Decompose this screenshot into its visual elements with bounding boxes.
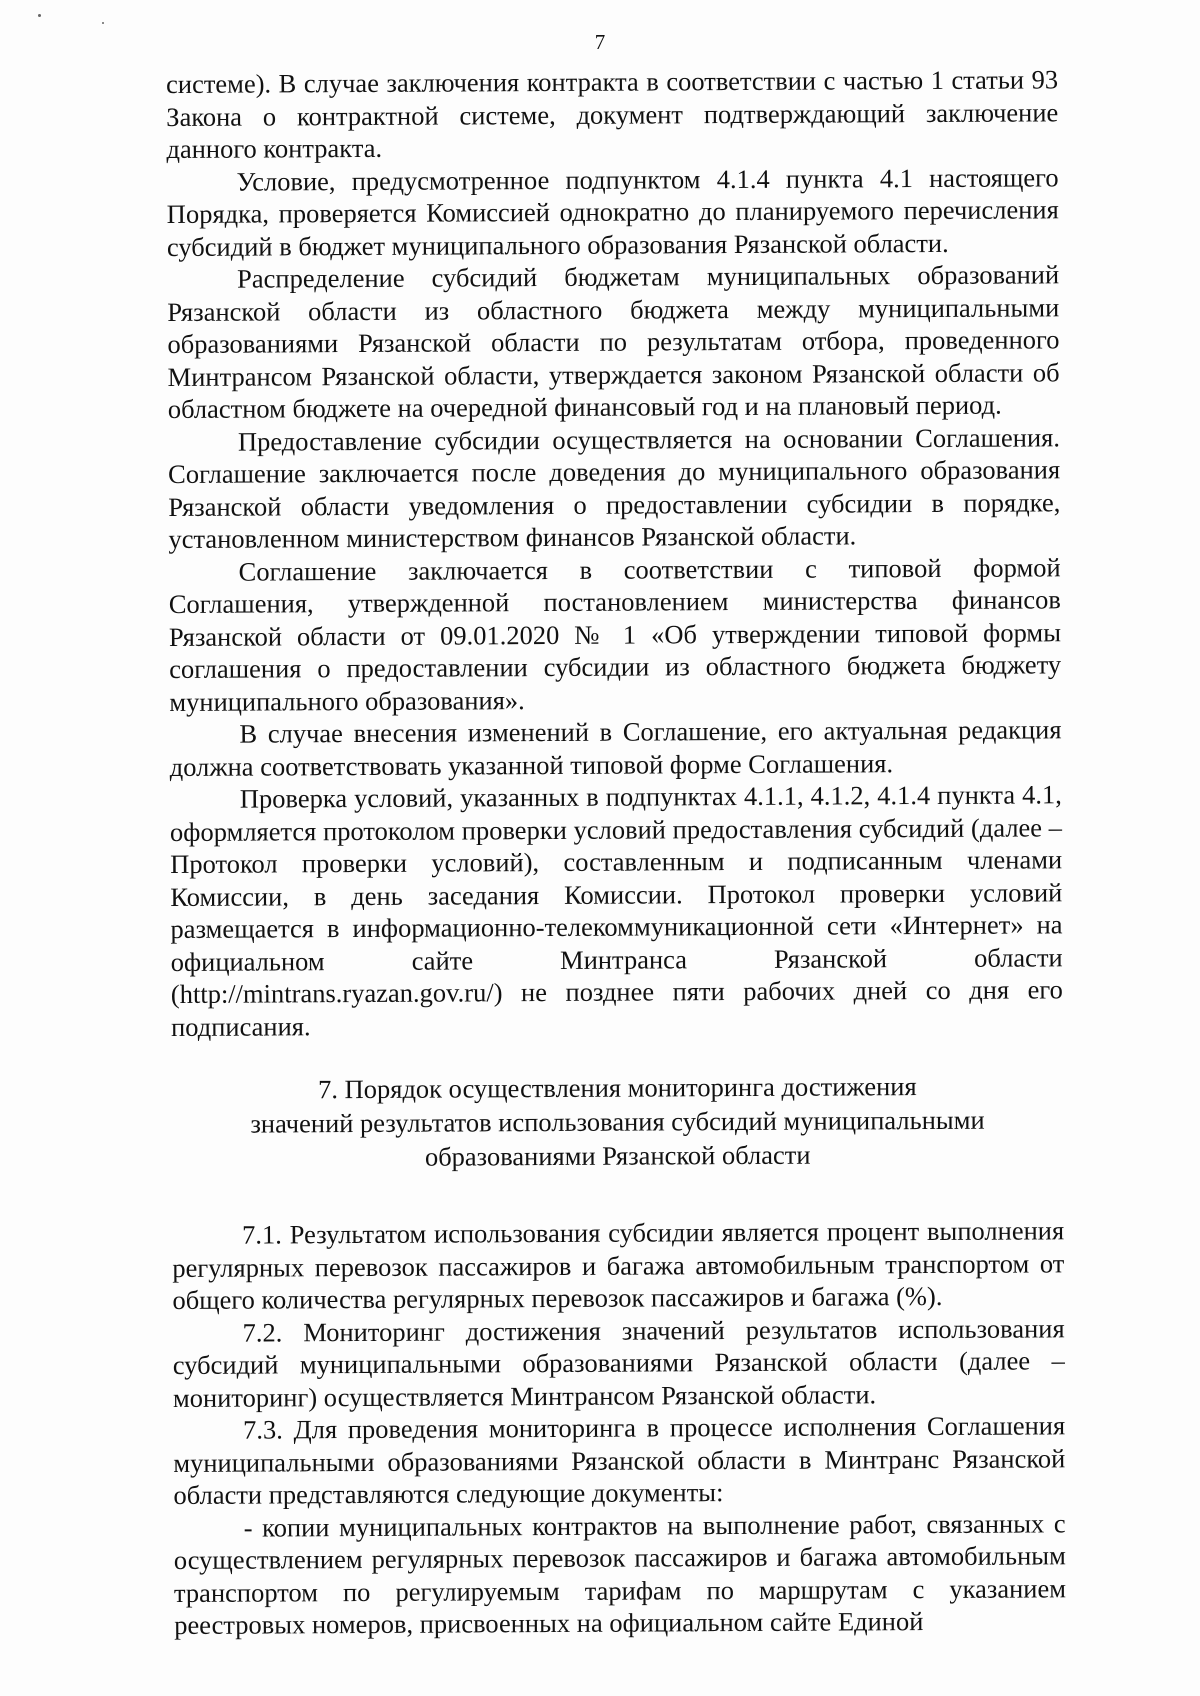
paragraph-7-1: 7.1. Результатом использования субсидии является процент выполнения регулярных перевозок пассажиров и багажа автомобильным транспортом от общего количества регулярных перевозок пассажиров и багажа (%).: [172, 1215, 1065, 1315]
paragraph-verification-protocol: Проверка условий, указанных в подпунктах 4.1.1, 4.1.2, 4.1.4 пункта 4.1, оформляется протоколом проверки условий предоставления субсидий (далее – Протокол проверки условий), составленным и подписанным членами Комиссии, в день заседания Комиссии. Протокол проверки условий размещается в информационно-телекоммуникационной сети «Интернет» на официальном сайте Минтранса Рязанской области (http://mintrans.ryazan.gov.ru/) не позднее пяти рабочих дней со дня его подписания.: [169, 779, 1063, 1042]
paragraph-agreement-form: Соглашение заключается в соответствии с типовой формой Соглашения, утвержденной постановлением министерства финансов Рязанской области от 09.01.2020 № 1 «Об утверждении типовой формы соглашения о предоставлении субсидии из областного бюджета бюджету муниципального образования».: [168, 551, 1062, 717]
section-heading: [171, 1068, 1064, 1175]
paragraph-subsidy-distribution: Распределение субсидий бюджетам муниципальных образований Рязанской области из областного бюджета между муниципальными образованиями Рязанской области по результатам отбора, проведенного Минтрансом Рязанской области, утверждается законом Рязанской области об областном бюджете на очередной финансовый год и на плановый период.: [167, 259, 1060, 424]
section-heading-line: 7. Порядок осуществления мониторинга достижения: [317, 1071, 917, 1105]
scan-speck: [102, 22, 104, 24]
scan-speck: [38, 14, 41, 17]
paragraph-7-3: 7.3. Для проведения мониторинга в процессе исполнения Соглашения муниципальными образованиями Рязанской области в Минтранс Рязанской области представляются следующие документы:: [173, 1410, 1066, 1510]
paragraph-contracts-list-item: - копии муниципальных контрактов на выполнение работ, связанных с осуществлением регулярных перевозок пассажиров и багажа автомобильным транспортом по регулируемым тарифам по маршрутам с указанием реестровых номеров, присвоенных на официальном сайте Единой: [173, 1507, 1067, 1640]
paragraph-agreement-changes: В случае внесения изменений в Соглашение, его актуальная редакция должна соответствовать указанной типовой форме Соглашения.: [169, 714, 1062, 782]
section-heading-line: значений результатов использования субсидий муниципальными: [250, 1104, 985, 1139]
paragraph-continuation: системе). В случае заключения контракта в соответствии с частью 1 статьи 93 Закона о контрактной системе, документ подтверждающий заключение данного контракта.: [166, 64, 1059, 164]
paragraph-agreement-basis: Предоставление субсидии осуществляется на основании Соглашения. Соглашение заключается после доведения до муниципального образования Рязанской области уведомления о предоставлении субсидии в порядке, установленном министерством финансов Рязанской области.: [168, 421, 1061, 554]
section-heading-line: образованиями Рязанской области: [424, 1139, 811, 1172]
paragraph-condition-check: Условие, предусмотренное подпунктом 4.1.4 пункта 4.1 настоящего Порядка, проверяется Комиссией однократно до планируемого перечисления субсидий в бюджет муниципального образования Рязанской области.: [166, 161, 1059, 262]
paragraph-7-2: 7.2. Мониторинг достижения значений результатов использования субсидий муниципальными образованиями Рязанской области (далее – мониторинг) осуществляется Минтрансом Рязанской области.: [172, 1312, 1065, 1413]
page-number: 7: [594, 30, 606, 54]
document-body: [166, 63, 1066, 1641]
